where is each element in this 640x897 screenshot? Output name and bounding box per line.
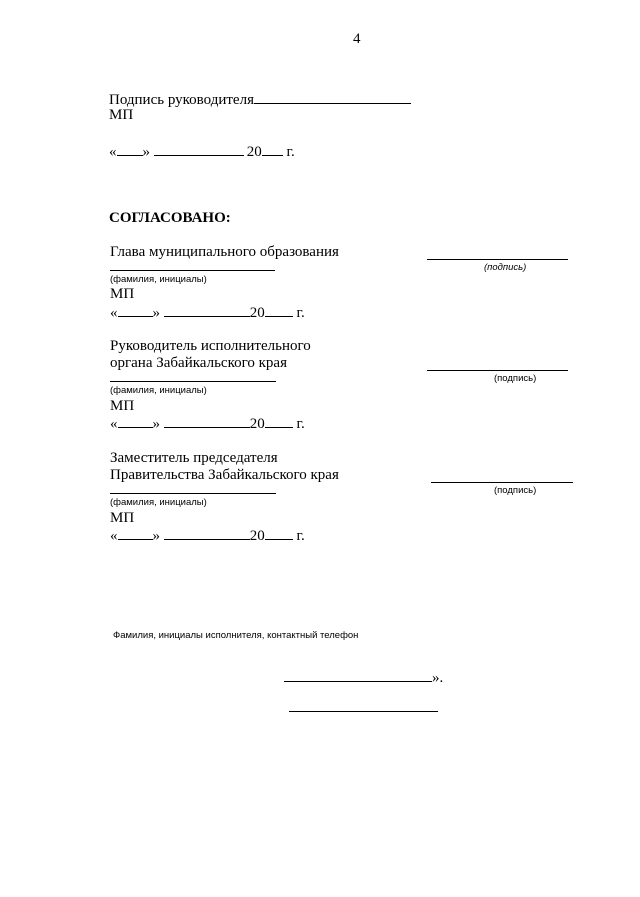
approver-2-title-line-2: органа Забайкальского края [110, 355, 287, 371]
head-signature-label: Подпись руководителя [109, 92, 254, 108]
approver-2-signature-caption: (подпись) [494, 373, 537, 384]
approver-3-title-line-1: Заместитель председателя [110, 450, 278, 466]
date-month-blank [164, 415, 250, 428]
closing-mark: ». [432, 670, 444, 686]
date-year-prefix: 20 [249, 528, 265, 544]
head-signature-blank [254, 91, 411, 104]
approver-3-name-line [110, 493, 276, 494]
approver-1-signature-caption: (подпись) [484, 262, 527, 273]
date-year-prefix: 20 [249, 305, 265, 321]
approver-2-date-line [110, 415, 305, 433]
date-year-blank [265, 304, 293, 317]
date-month-blank [154, 143, 244, 156]
date-year-suffix: г. [296, 416, 305, 432]
date-year-blank [262, 143, 283, 156]
page-number: 4 [353, 31, 361, 47]
date-year-blank [265, 527, 293, 540]
approver-2-name-caption: (фамилия, инициалы) [110, 385, 207, 396]
date-year-suffix: г. [296, 528, 305, 544]
date-close-quote: » [142, 144, 150, 160]
approver-2-seal: МП [110, 398, 135, 414]
date-close-quote: » [152, 305, 160, 321]
date-day-blank [118, 527, 153, 540]
date-open-quote: « [110, 416, 118, 432]
approved-heading: СОГЛАСОВАНО: [109, 210, 231, 226]
date-close-quote: » [152, 528, 160, 544]
date-close-quote: » [152, 416, 160, 432]
approver-2-title-line-1: Руководитель исполнительного [110, 338, 311, 354]
head-seal: МП [109, 107, 134, 123]
date-day-blank [117, 143, 143, 156]
approver-1-date-line [110, 304, 305, 322]
date-year-suffix: г. [286, 144, 295, 160]
head-signature-line [109, 91, 411, 109]
approver-1-seal: МП [110, 286, 135, 302]
date-year-prefix: 20 [249, 416, 265, 432]
head-date-line [109, 143, 295, 161]
approver-3-title-line-2: Правительства Забайкальского края [110, 467, 339, 483]
date-month-blank [164, 527, 250, 540]
approver-1-signature-line [427, 259, 568, 260]
closing-blank [284, 669, 432, 682]
approver-3-date-line [110, 527, 305, 545]
approver-3-name-caption: (фамилия, инициалы) [110, 497, 207, 508]
date-month-blank [164, 304, 250, 317]
date-year-blank [265, 415, 293, 428]
final-blank-line [289, 711, 438, 712]
date-open-quote: « [110, 305, 118, 321]
approver-2-signature-line [427, 370, 568, 371]
approver-3-signature-line [431, 482, 573, 483]
date-year-suffix: г. [296, 305, 305, 321]
date-open-quote: « [110, 528, 118, 544]
closing-line [284, 669, 443, 687]
executor-label: Фамилия, инициалы исполнителя, контактный телефон [113, 630, 359, 641]
approver-1-name-line [110, 270, 275, 271]
approver-2-name-line [110, 381, 276, 382]
approver-1-title: Глава муниципального образования [110, 244, 339, 260]
approver-3-seal: МП [110, 510, 135, 526]
date-day-blank [118, 304, 153, 317]
approver-1-name-caption: (фамилия, инициалы) [110, 274, 207, 285]
date-year-prefix: 20 [246, 144, 262, 160]
date-open-quote: « [109, 144, 117, 160]
date-day-blank [118, 415, 153, 428]
approver-3-signature-caption: (подпись) [494, 485, 537, 496]
